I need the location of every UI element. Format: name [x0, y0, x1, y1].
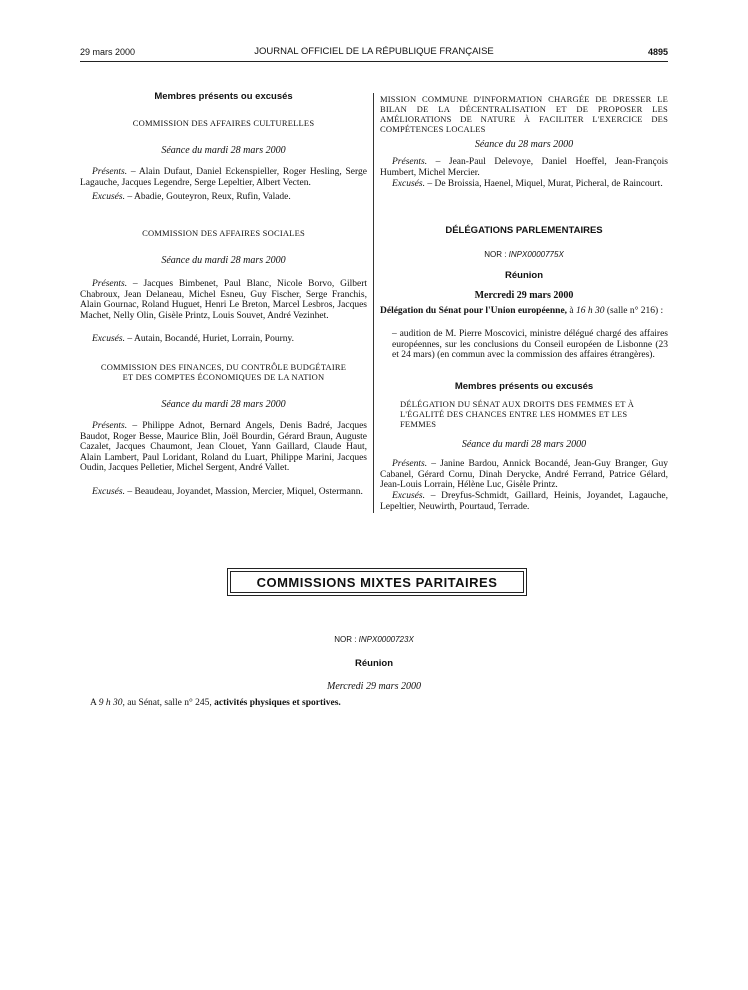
delegation-femmes-excuses	[380, 491, 668, 512]
nor-label: NOR :	[484, 250, 509, 259]
commission-finance-title-line2: ET DES COMPTES ÉCONOMIQUES DE LA NATION	[122, 372, 325, 382]
delegations-nor	[380, 250, 668, 259]
present-label: Présents.	[92, 167, 128, 177]
excuse-names: – De Broissia, Haenel, Miquel, Murat, Picheral, de Raincourt.	[424, 179, 663, 189]
header-journal-title: JOURNAL OFFICIEL DE LA RÉPUBLIQUE FRANÇAISE	[254, 46, 494, 57]
header-page-number: 4895	[647, 47, 668, 57]
cmp-room: au Sénat, salle n° 245,	[124, 698, 215, 708]
present-names: – Philippe Adnot, Bernard Angels, Denis Badré, Jacques Baudot, Roger Besse, Maurice Blin, Joël Bourdin, Gérard Braun, Auguste Cazalet, Jacques Chaumont, Jean Clouet, Yann Gaillard, Claude Haut, Alain Lambert, Paul Loridant, Roland du Luart, Philippe Marini, Jacques Oudin, Jacques Pelletier, Michel Sergent, André Vallet.	[80, 421, 367, 473]
present-names: – Jean-Paul Delevoye, Daniel Hoeffel, Jean-François Humbert, Michel Mercier.	[380, 157, 668, 178]
column-divider	[373, 93, 374, 513]
commission-finance-title-line1: COMMISSION DES FINANCES, DU CONTRÔLE BUDGÉTAIRE	[100, 362, 347, 372]
present-names: – Janine Bardou, Annick Bocandé, Jean-Guy Branger, Guy Cabanel, Gérard Cornu, Dinah Derycke, André Ferrand, Patrice Gélard, Jean-Louis Lorrain, Hélène Luc, Gisèle Printz.	[380, 459, 668, 490]
header-rule	[80, 61, 668, 62]
commission-social-present	[80, 279, 367, 321]
delegation-ue-item: – audition de M. Pierre Moscovici, ministre délégué chargé des affaires européennes, sur les conclusions du Conseil européen de Lisbonne (23 et 24 mars) (en commun avec la commission des affaires étrangères).	[392, 329, 668, 360]
present-names: – Alain Dufaut, Daniel Eckenspieller, Roger Hesling, Serge Lagauche, Jacques Legendre, Serge Lepeltier, Albert Vecten.	[80, 167, 367, 188]
section-title-members-right: Membres présents ou excusés	[454, 381, 594, 392]
commission-cultural-present	[80, 167, 367, 188]
excuse-names: – Dreyfus-Schmidt, Gaillard, Heinis, Joyandet, Lagauche, Lepeltier, Neuwirth, Pourtaud, Terrade.	[380, 491, 668, 512]
commission-finance-seance: Séance du mardi 28 mars 2000	[161, 399, 286, 410]
delegation-ue-line	[380, 306, 668, 317]
commission-finance-excuses	[80, 487, 367, 498]
delegations-date: Mercredi 29 mars 2000	[474, 290, 574, 301]
present-label: Présents.	[392, 459, 428, 469]
delegation-ue-room: (salle n° 216) :	[604, 306, 664, 316]
delegations-title: DÉLÉGATIONS PARLEMENTAIRES	[445, 225, 603, 236]
present-label: Présents.	[92, 421, 128, 431]
delegation-femmes-title: DÉLÉGATION DU SÉNAT AUX DROITS DES FEMMES ET À L'ÉGALITÉ DES CHANCES ENTRE LES HOMMES ET LES FEMMES	[400, 399, 635, 429]
nor-code: INPX0000723X	[358, 635, 414, 644]
excuse-label: Excusés.	[392, 491, 425, 501]
nor-code: INPX0000775X	[508, 250, 564, 259]
page-header	[80, 45, 668, 59]
commission-social-excuses	[80, 334, 367, 345]
cmp-title: COMMISSIONS MIXTES PARITAIRES	[230, 571, 524, 593]
section-title-members: Membres présents ou excusés	[154, 91, 293, 102]
cmp-date: Mercredi 29 mars 2000	[327, 681, 421, 692]
commission-social-seance: Séance du mardi 28 mars 2000	[161, 255, 286, 266]
cmp-line-a: A	[90, 698, 99, 708]
cmp-subject: activités physiques et sportives.	[214, 698, 341, 708]
delegation-femmes-present	[380, 459, 668, 491]
excuse-names: – Autain, Bocandé, Huriet, Lorrain, Pourny.	[124, 334, 295, 344]
cmp-title-box	[227, 568, 527, 596]
delegation-ue-time: 16 h 30	[576, 306, 605, 316]
cmp-time: 9 h 30,	[98, 698, 125, 708]
mission-title: MISSION COMMUNE D'INFORMATION CHARGÉE DE DRESSER LE BILAN DE LA DÉCENTRALISATION ET DE PROPOSER LES AMÉLIORATIONS DE NATURE À FACILITER L'EXERCICE DES COMPÉTENCES LOCALES	[380, 94, 668, 134]
excuse-label: Excusés.	[92, 487, 125, 497]
excuse-names: – Abadie, Gouteyron, Reux, Rufin, Valade.	[124, 192, 291, 202]
present-names: – Jacques Bimbenet, Paul Blanc, Nicole Borvo, Gilbert Chabroux, Jean Delaneau, Michel Esneu, Guy Fischer, Serge Franchis, Alain Gournac, Roland Huguet, Henri Le Breton, Marcel Lesbros, Jacques Machet, Nelly Olin, Gisèle Printz, Louis Souvet, André Vezinhet.	[80, 279, 367, 321]
mission-present	[380, 157, 668, 178]
excuse-label: Excusés.	[92, 334, 125, 344]
header-date: 29 mars 2000	[80, 47, 136, 57]
mission-seance: Séance du 28 mars 2000	[474, 139, 574, 150]
commission-cultural-title: COMMISSION DES AFFAIRES CULTURELLES	[132, 118, 315, 128]
excuse-label: Excusés.	[92, 192, 125, 202]
cmp-nor	[80, 635, 668, 644]
present-label: Présents.	[92, 279, 128, 289]
commission-finance-present	[80, 421, 367, 474]
delegation-ue-a: à	[567, 306, 577, 316]
cmp-reunion: Réunion	[355, 658, 393, 669]
mission-excuses	[380, 179, 668, 190]
delegation-femmes-seance: Séance du mardi 28 mars 2000	[461, 439, 587, 450]
present-label: Présents.	[392, 157, 428, 167]
excuse-names: – Beaudeau, Joyandet, Massion, Mercier, Miquel, Ostermann.	[124, 487, 363, 497]
delegations-reunion: Réunion	[505, 270, 543, 281]
commission-cultural-seance: Séance du mardi 28 mars 2000	[161, 145, 286, 156]
nor-label: NOR :	[334, 635, 359, 644]
commission-social-title: COMMISSION DES AFFAIRES SOCIALES	[142, 228, 305, 238]
excuse-label: Excusés.	[392, 179, 425, 189]
cmp-session-line	[90, 698, 668, 709]
commission-cultural-excuses	[80, 192, 367, 203]
delegation-ue-name: Délégation du Sénat pour l'Union européenne,	[380, 306, 568, 316]
